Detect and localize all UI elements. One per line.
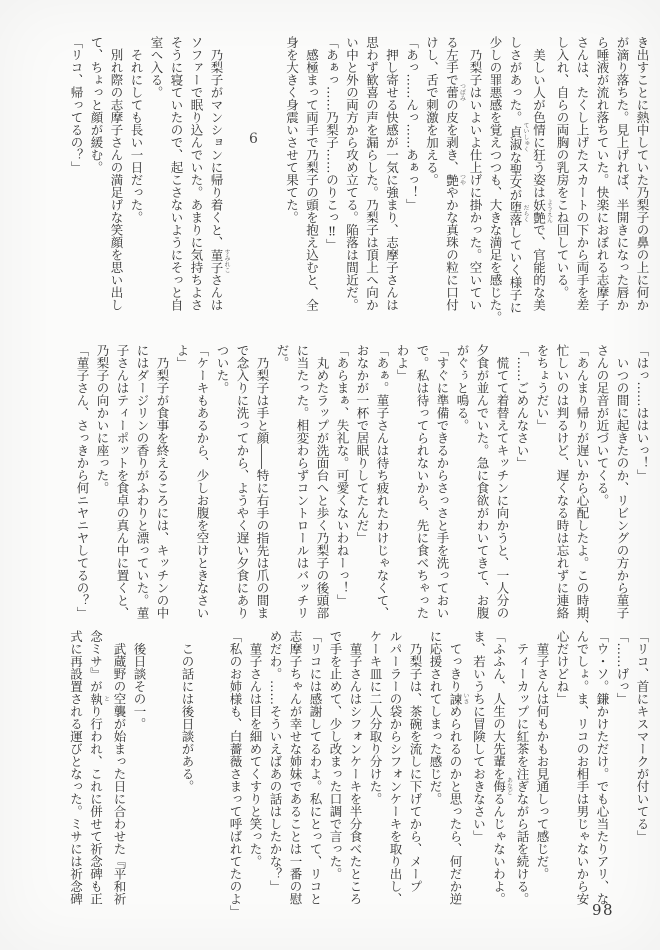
text-line: わよ」 — [395, 344, 410, 382]
text-line: 「リコ、帰ってるの？」 — [69, 36, 84, 174]
text-line: 丸めたラップが洗面台へと歩く乃梨子の後頭部 — [315, 344, 330, 619]
text-line: し入れ、自らの両胸の乳房をこね回している。 — [555, 36, 570, 299]
text-line: しさがあった。貞淑 ていしゅくな聖女が堕落 だらくしていく様子に — [508, 36, 529, 314]
text-line: 「私のお姉様も、白薔薇さまって呼ばれてたのよ」 — [228, 630, 243, 918]
text-line: 志摩子ちゃんが幸せな姉妹であることは一番の慰 — [288, 630, 303, 905]
text-line: けし、舌で刺激を加える。 — [424, 36, 440, 186]
text-line: 「菫子さん、さっきから何ニヤニヤしてるの？」 — [75, 344, 90, 619]
text-line: おなかが一杯で居眠りしてたんだ」 — [355, 344, 370, 544]
text-line: 「リコには感謝してるわよ。私にとって、リコと — [308, 630, 323, 905]
text-line: 「あらまぁ、失礼な。可愛くないわねーっ！」 — [335, 344, 350, 607]
text-line: 「あぁ。菫子さんは待ち疲れたわけじゃなくて、 — [375, 344, 390, 619]
text-line: 夕食が並んでいた。急に食欲がわいてきて、お腹 — [475, 344, 490, 619]
text-line: この話には後日談がある。 — [180, 630, 195, 793]
text-line: さんは、たくし上げたスカートの下から両手を差 — [575, 36, 590, 311]
text-tier-top — [66, 36, 652, 338]
text-line: 「はっ……ははいっ！」 — [635, 344, 650, 482]
text-line: さんの足音が近づいてくる。 — [595, 344, 610, 507]
text-line: 子さんはティーポットを食卓の真ん中に置くと、 — [115, 344, 130, 619]
text-line: だ。 — [275, 344, 290, 369]
text-line: んでしょ。ま、リコのお相手は男じゃないから安 — [575, 630, 590, 905]
text-line: 別れ際の志摩子さんの満足げな笑顔を思い出し — [109, 36, 124, 311]
page-number: 98 — [592, 901, 615, 919]
text-line: 乃梨子は手と顔――特に右手の指先は爪の間ま — [255, 344, 270, 619]
text-line: 「……ごめんなさい」 — [515, 344, 530, 469]
text-line: 慌てて着替えてキッチンに向かうと、一人分の — [495, 344, 510, 619]
text-line: てっきり諫 いさめられるのかと思ったら、何だか逆 — [448, 630, 469, 905]
text-line: 「すぐに準備できるからさっさと手を洗っておい — [435, 344, 450, 619]
text-line: 式に再設置される運びとなった。ミサには祈念碑 — [68, 630, 84, 905]
section-number: 6 — [245, 131, 262, 147]
text-line: よ」 — [175, 344, 190, 369]
text-line: ケーキ皿に二人分取り分けた。 — [368, 630, 383, 805]
text-line: で。私は待ってられないから、先に食べちゃった — [415, 344, 430, 619]
text-line: き出すことに熱中していた乃梨子の鼻の上に何か — [635, 36, 650, 311]
text-line: 武蔵野の空襲が始まった日に合わせた『平和祈 — [112, 630, 127, 905]
text-line: 乃梨子がマンションに帰り着くと、菫子 すみれこさんは — [209, 36, 230, 311]
text-line: 忙しいのは判るけど、遅くなる時は忘れずに連絡 — [555, 344, 570, 619]
text-line: 「あんまり帰りが遅いから心配したよ。この時期、 — [575, 344, 590, 632]
text-line: い中と外の両方から攻め立てる。陥落は間近だ。 — [344, 36, 360, 311]
text-line: をちょうだい」 — [535, 344, 550, 432]
text-line: 菫子さんは何もかもお見通しって感じだ。 — [535, 630, 550, 880]
text-line: 「……げっ」 — [615, 630, 630, 705]
text-line: で手を止めて、少し改まった口調で言った。 — [328, 630, 343, 880]
text-tier-middle — [72, 344, 652, 646]
text-line: 室へ入る。 — [149, 36, 164, 99]
text-line: 乃梨子が食事を終えるころには、キッチンの中 — [155, 344, 170, 619]
text-line: にはダージリンの香りがふわりと漂っていた。菫 — [135, 344, 150, 619]
text-tier-bottom — [66, 630, 653, 932]
text-line: 「リコ、首にキスマークが付いてる」 — [635, 630, 650, 843]
text-line: がぐぅと鳴る。 — [455, 344, 470, 432]
text-line: て、ちょっと顔が緩む。 — [89, 36, 104, 174]
text-line: 「あぁっ……乃梨子……のりこっ‼」 — [324, 36, 340, 251]
text-line: 「あっ……んっ……あぁっ！」 — [404, 36, 420, 211]
text-line: 「ふふん、人生の大先輩を侮 あなどるんじゃないわよ。 — [491, 630, 513, 905]
text-line: 乃梨子は、茶碗を流しに下げてから、メープ — [408, 630, 423, 893]
text-line: 後日談その一。 — [132, 630, 147, 730]
text-line: 感極まって両手で乃梨子の頭を抱え込むと、全 — [304, 36, 320, 311]
text-line: 乃梨子の向かいに座った。 — [95, 344, 110, 494]
text-line: が滴り落ちた。見上げれば、半開きになった唇か — [615, 36, 630, 311]
text-line: そうに寝ていたので、起こさないようにそっと自 — [169, 36, 184, 311]
text-line: ティーカップに紅茶を注ぎながら話を続ける。 — [515, 630, 530, 905]
text-line: 乃梨子はいよいよ仕上げに掛かった。空いてい — [468, 36, 483, 311]
text-line: ま、若いうちに冒険しておきなさい」 — [471, 630, 487, 843]
text-line: ルパーラーの袋からシフォンケーキを取り出し、 — [388, 630, 403, 905]
text-line: 念ミサ』が執 とり行われ、これに併せて祈念碑も正 — [88, 630, 110, 905]
text-line: ら唾液が流れ落ちていた。快楽におぼれる志摩子 — [595, 36, 610, 311]
text-line: めだわ。……そういえばあの話はしたかな？」 — [268, 630, 283, 893]
text-line: 菫子さんはシフォンケーキを半分食べたところ — [348, 630, 363, 905]
text-line: 美しい人が色情に狂う姿は妖艶 ようえんで、官能的な美 — [531, 36, 553, 311]
text-line: ついた。 — [215, 344, 230, 394]
text-line: 菫子さんは目を細めてくすりと笑った。 — [248, 630, 263, 868]
text-line: いつの間に起きたのか、リビングの方から菫子 — [615, 344, 630, 619]
text-line: 少しの罪悪感を覚えつつも、大きな満足を感じた。 — [488, 36, 503, 324]
text-line: ソファーで眠り込んでいた。あまりに気持ちよさ — [189, 36, 204, 311]
text-line: 「ケーキもあるから、少しお腹を空けときなさい — [195, 344, 210, 619]
text-line: 思わず歓喜の声を漏らした。乃梨子は頂上へ向か — [364, 36, 380, 311]
text-line: に応援されてしまった感じだ。 — [428, 630, 443, 805]
text-line: 身を大きく身震いさせて果てた。 — [284, 36, 300, 224]
text-line: 心だけどね」 — [555, 630, 570, 705]
text-line: 押し寄せる快感が一気に強まり、志摩子さんは — [384, 36, 400, 311]
text-line: それにしても長い一日だった。 — [129, 36, 144, 224]
text-line: る左手で蕾 つぼみの皮を剥き、艶 つややかな真珠の粒に口付 — [444, 36, 466, 311]
text-line: に当たった。相変わらずコントロールはバッチリ — [295, 344, 310, 619]
text-line: で念入りに洗ってから、ようやく遅い夕食にあり — [235, 344, 250, 619]
text-line: 「ウ・ソ。鎌かけただけ。でも心当たりアリ、な — [595, 630, 610, 905]
